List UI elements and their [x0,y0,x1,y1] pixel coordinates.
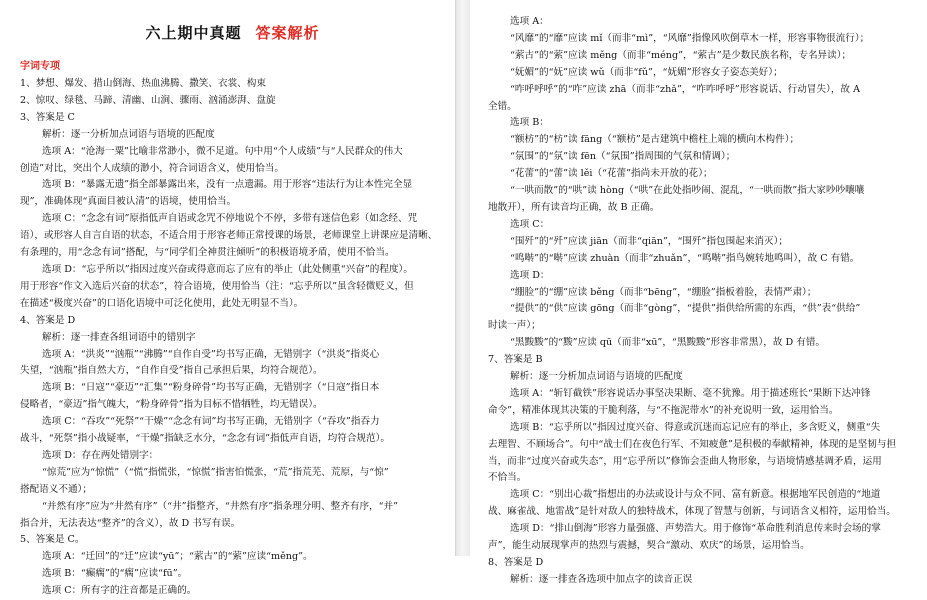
text-line: 3、答案是 C [20,111,75,123]
text-line: “咋呼呼呼”的“咋”应读 zhā（而非“zhǎ”，“咋咋呼呼”形容说话、行动冒失），故 A [510,83,860,95]
text-line: 去理智、不顾场合”。句中“战士们在夜色行军、不知疲惫”是积极的奉献精神，体现的是坚韧与担 [488,438,897,450]
text-line: 选项 C：所有字的注音都是正确的。 [42,585,197,597]
text-line: 8、答案是 D [488,557,544,568]
text-line: 失望，“汹瓶”指自然大方，“自作自受”指自己承担后果，均符合规范）。 [20,365,323,377]
text-line: “额枋”的“枋”读 fāng（“额枋”是古建筑中檐柱上端的横向木构件）； [510,134,800,146]
text-line: “萦古”的“萦”应读 měng（而非“méng”，“萦古”是少数民族名称，专名异读）； [510,49,852,61]
page-title [20,22,445,43]
text-line: 选项 B：“暴露无遗”指全部暴露出来，没有一点遗漏。用于形容“违法行为让本性完全显 [42,179,413,191]
text-line: “并然有序”应为“井然有序”（“井”指整齐，“井然有序”指条理分明、整齐有序，“并” [42,500,399,512]
text-line: 解析：逐一分析加点词语与语境的匹配度 [42,128,215,140]
text-line: 选项 B：“癫瘸”的“瘸”应读“fū”。 [42,568,188,580]
text-line: 声”，能生动展现掌声的热烈与震撼，契合“激动、欢庆”的场景，运用恰当。 [488,540,810,552]
text-line: 解析：逐一排查各选项中加点字的读音正误 [510,573,693,585]
left-text-body [20,76,445,600]
text-line: “风靡”的“靡”应读 mǐ（而非“mì”，“风靡”指像风吹倒草木一样，形容事物很流行）； [510,32,870,44]
text-line: 侵略者，“豪迈”指气魄大，“粉身碎骨”指为目标不惜牺牲，均无错误）。 [20,399,323,411]
text-line: 现”，准确体现“真面目被认清”的语境，使用恰当。 [20,196,237,208]
text-line: 选项 B： [510,117,549,129]
text-line: “一哄而散”的“哄”读 hòng（“哄”在此处指吵闹、混乱，“一哄而散”指大家吵吵嚷嚷 [510,185,865,197]
text-line: 在描述“极度兴奋”的口语化语境中可泛化使用，此处无明显不当）。 [20,297,304,309]
text-line: 命令”，精准体现其决策的干脆利落，与“不拖泥带水”的补充说明一致，运用恰当。 [488,404,839,416]
text-line: 用于形容“作文入选后兴奋的状态”，符合语境，使用恰当（注：“忘乎所以”虽含轻微贬义，但 [20,280,414,292]
text-line: “绷脸”的“绷”应读 běng（而非“bēng”，“绷脸”指板着脸，表情严肃）； [510,286,817,298]
text-line: 1、梦想、爆发、措山倒海、热血沸腾、撒笑、衣裳、构束 [20,78,266,89]
text-line: 选项 A： [510,16,549,27]
text-line: 选项 A：“沧海一粟”比喻非常渺小，微不足道。句中用“个人成绩”与“人民群众的伟大 [42,145,403,157]
text-line: 7、答案是 B [488,354,543,366]
text-line: “提供”的“供”应读 gōng（而非“gòng”，“提供”指供给所需的东西，“供”表“供给” [510,303,861,315]
text-line: 选项 A：“斩钉截铁”形容说话办事坚决果断、毫不犹豫。用于描述班长“果断下达冲锋 [510,387,871,399]
section-heading: 字词专项 [20,61,60,72]
title-main: 六上期中真题 [145,24,242,42]
text-line: 选项 C： [510,218,550,230]
text-line: 战、麻雀战、地雷战”是针对敌人的独特战术，体现了智慧与创新，与词语含义相符，运用恰当。 [488,506,896,518]
text-line: 不恰当。 [488,472,527,484]
text-line: 4、答案是 D [20,314,76,326]
text-line: 选项 A：“洪炎”“汹瓶”“沸腾”“自作自受”均书写正确，无错别字（“洪炎”指炎心 [42,348,380,360]
page-right [470,0,927,585]
text-line: “花蕾”的“蕾”读 lěi（“花蕾”指尚未开放的花）； [510,168,713,180]
text-line: 解析：逐一分析加点词语与语境的匹配度 [510,371,683,383]
page-left [0,0,455,597]
text-line: 5、答案是 C。 [20,534,85,546]
text-line: 全错。 [488,100,517,112]
text-line: 战斗，“死祭”指小战疑率，“干燥”指缺乏水分，“念念有词”指低声自语，均符合规范）。 [20,433,391,445]
right-text-body [488,14,917,589]
text-line: “黑黢黢”的“黢”应读 qū（而非“xū”，“黑黢黢”形容非常黑），故 D 有错。 [510,337,826,349]
text-line: “鸣啭”的“啭”应读 zhuàn（而非“zhuǎn”，“鸣啭”指鸟婉转地鸣叫），故 C 有错。 [510,252,860,264]
text-line: 选项 B：“忘乎所以”指因过度兴奋、得意或沉迷而忘记应有的举止，多含贬义，侧重“失 [510,421,881,433]
text-line: 指合并，无法表达“整齐”的含义），故 D 书写有误。 [20,517,241,529]
text-line: 选项 C：“念念有词”原指低声自语或念咒不停地说个不停，多带有迷信色彩（如念经、咒 [42,213,418,225]
title-answer-analysis: 答案解析 [255,24,320,42]
text-line: 当，而非“过度兴奋或失态”，用“忘乎所以”修饰会歪曲人物形象，与语境情感基调矛盾，运用 [488,455,882,467]
text-line: 选项 D： [510,269,550,281]
text-line: 选项 C：“吞攻”“死祭”“干燥”“念念有词”均书写正确，无错别字（“吞攻”指吞力 [42,416,380,428]
text-line: “氛围”的“氛”读 fēn（“氛围”指周围的气氛和情调）； [510,151,736,163]
text-line: 选项 D：“忘乎所以”指因过度兴奋或得意而忘了应有的举止（此处侧重“兴奋”的程度）。 [42,263,413,275]
text-line: 时读一声）； [488,320,541,332]
text-line: “妩媚”的“妩”应读 wǔ（而非“fǔ”，“妩媚”形容女子姿态美好）； [510,66,783,78]
text-line: 创造”对比，突出个人成绩的渺小，符合词语含义，使用恰当。 [20,162,284,174]
text-line: 选项 D：存在两处错别字： [42,449,159,461]
text-line: 选项 B：“日寇”“豪迈”“汇集”“粉身碎骨”均书写正确，无错别字（“日寇”指日本 [42,382,380,394]
text-line: “惊荒”应为“惊慌”（“慌”指慌张，“惊慌”指害怕慌张，“荒”指荒芜、荒原，与“惊” [42,466,389,478]
text-line: 解析：逐一排查各组词语中的错别字 [42,331,196,343]
text-line: 有条理的，用“念念有词”搭配，与“同学们全神贯注倾听”的积极语境矛盾，使用不恰当。 [20,247,395,259]
text-line: 选项 C：“别出心裁”指想出的办法或设计与众不同、富有新意。根据地军民创造的“地道 [510,489,881,501]
text-line: 搭配语义不通）； [20,483,92,495]
text-line: 选项 D：“排山倒海”形容力量强盛、声势浩大。用于修饰“革命胜利消息传来时会场的掌 [510,523,881,535]
text-line: 地散开），所有读音均正确，故 B 正确。 [488,201,660,213]
text-line: 2、惊叹、绿毯、马蹄、清幽、山涧、骤雨、汹涌澎湃、盘旋 [20,94,276,106]
text-line: “围歼”的“歼”应读 jiān（而非“qiān”，“围歼”指包围起来消灭）； [510,235,789,247]
text-line: 语），或形容人自言自语的状态，不适合用于形容老师正常授课的场景，老师课堂上讲课应是清晰、 [20,230,438,242]
text-line: 选项 A：“迁回”的“迁”应读“yū”；“萦古”的“萦”应读“měng”。 [42,551,313,563]
